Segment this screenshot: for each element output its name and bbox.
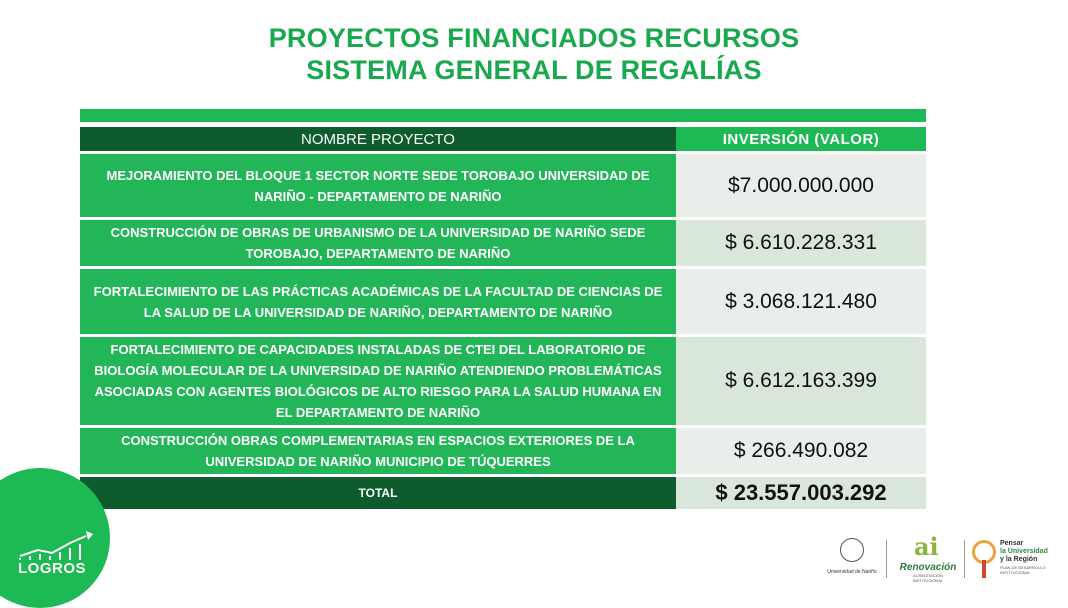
project-investment: $ 6.610.228.331	[676, 220, 926, 266]
logo-divider	[964, 540, 965, 578]
pensar-line-1: Pensar	[1000, 540, 1024, 547]
pensar-line-4: PLAN DE DESARROLLO INSTITUCIONAL	[1000, 565, 1046, 575]
pensar-logo	[972, 538, 1058, 580]
header-project-name: NOMBRE PROYECTO	[80, 127, 676, 151]
project-investment: $ 266.490.082	[676, 428, 926, 474]
logo-divider	[886, 540, 887, 578]
project-investment: $ 6.612.163.399	[676, 337, 926, 425]
table-row	[80, 428, 926, 474]
table-row	[80, 220, 926, 266]
university-seal-icon	[840, 538, 864, 562]
table-top-bar	[80, 109, 926, 122]
title-line-1: PROYECTOS FINANCIADOS RECURSOS	[268, 23, 800, 53]
pensar-line-3: y la Región	[1000, 556, 1038, 563]
project-name: MEJORAMIENTO DEL BLOQUE 1 SECTOR NORTE SEDE TOROBAJO UNIVERSIDAD DE NARIÑO - DEPARTAMENTO DE NARIÑO	[80, 154, 676, 217]
projects-table	[80, 124, 926, 512]
table-row	[80, 337, 926, 425]
renovacion-caption: Renovación	[899, 562, 957, 573]
renovacion-logo	[898, 532, 958, 583]
title-line-2: SISTEMA GENERAL DE REGALÍAS	[306, 55, 762, 85]
header-investment: INVERSIÓN (VALOR)	[676, 127, 926, 151]
project-name: FORTALECIMIENTO DE LAS PRÁCTICAS ACADÉMICAS DE LA FACULTAD DE CIENCIAS DE LA SALUD DE LA UNIVERSIDAD DE NARIÑO, DEPARTAMENTO DE NARIÑO	[80, 269, 676, 334]
pensar-line-2: la Universidad	[1000, 548, 1048, 555]
renovacion-subcaption: ACREDITACIÓN INSTITUCIONAL	[912, 573, 944, 583]
table-header-row	[80, 127, 926, 151]
university-logo	[826, 536, 876, 580]
project-name: FORTALECIMIENTO DE CAPACIDADES INSTALADAS DE CTEI DEL LABORATORIO DE BIOLOGÍA MOLECULAR DE LA UNIVERSIDAD DE NARIÑO ATENDIENDO PROBLEMÁTICAS ASOCIADAS CON AGENTES BIOLÓGICOS DE ALTO RIESGO PARA LA SALUD HUMANA EN EL DEPARTAMENTO DE NARIÑO	[80, 337, 676, 425]
table-row	[80, 269, 926, 334]
footer-logos	[826, 532, 1058, 583]
lightbulb-stem	[982, 560, 986, 578]
total-value: $ 23.557.003.292	[676, 477, 926, 509]
project-name: CONSTRUCCIÓN OBRAS COMPLEMENTARIAS EN ESPACIOS EXTERIORES DE LA UNIVERSIDAD DE NARIÑO MUNICIPIO DE TÚQUERRES	[80, 428, 676, 474]
logros-label: LOGROS	[18, 560, 87, 577]
page-title	[0, 22, 1068, 86]
project-investment: $7.000.000.000	[676, 154, 926, 217]
ai-mark: ai	[914, 532, 939, 561]
university-caption: Universidad de Nariño	[827, 569, 877, 575]
total-label: TOTAL	[80, 477, 676, 509]
project-name: CONSTRUCCIÓN DE OBRAS DE URBANISMO DE LA UNIVERSIDAD DE NARIÑO SEDE TOROBAJO, DEPARTAMENTO DE NARIÑO	[80, 220, 676, 266]
table-row	[80, 154, 926, 217]
project-investment: $ 3.068.121.480	[676, 269, 926, 334]
table-total-row	[80, 477, 926, 509]
